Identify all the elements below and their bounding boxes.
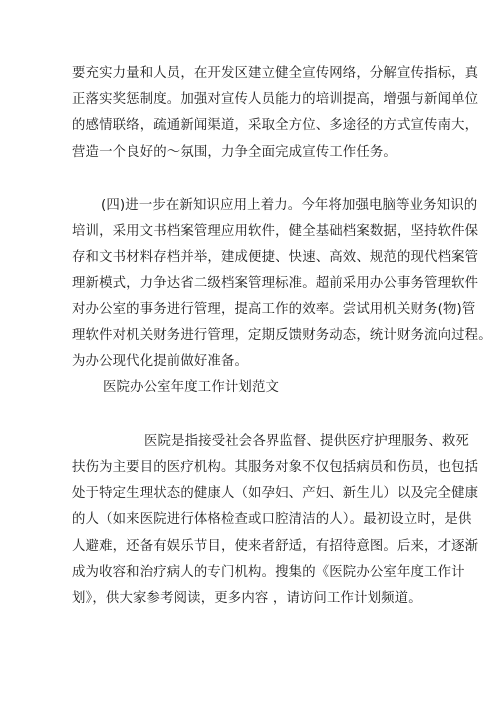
text-line: 的人（如来医院进行体格检查或口腔清洁的人）。最初设立时，是供 [72, 512, 472, 527]
text-line: 理软件对机关财务进行管理，定期反馈财务动态，统计财务流向过程。 [72, 328, 492, 343]
text-line: 人避难，还备有娱乐节目，使来者舒适，有招待意图。后来，才逐渐 [72, 539, 479, 554]
text-line: 医院是指接受社会各界监督、提供医疗护理服务、救死 [144, 434, 469, 449]
text-line: 为办公现代化提前做好准备。 [72, 354, 249, 369]
text-line: 培训，采用文书档案管理应用软件，健全基础档案数据，坚持软件保 [72, 224, 479, 239]
text-line: 理新模式，力争达省二级档案管理标准。超前采用办公事务管理软件 [72, 276, 479, 291]
text-line: 营造一个良好的～氛围，力争全面完成宣传工作任务。 [72, 145, 397, 160]
text-line: 处于特定生理状态的健康人（如孕妇、产妇、新生儿）以及完全健康 [72, 486, 479, 501]
text-line: 划》，供大家参考阅读，更多内容 ，请访问工作计划频道。 [72, 591, 422, 606]
text-line: (四)进一步在新知识应用上着力。今年将加强电脑等业务知识的 [101, 198, 478, 213]
text-line: 扶伤为主要目的医疗机构。其服务对象不仅包括病员和伤员，也包括 [72, 460, 479, 475]
section-heading: 医院办公室年度工作计划范文 [103, 380, 280, 395]
text-line: 成为收容和治疗病人的专门机构。搜集的《医院办公室年度工作计 [72, 565, 465, 580]
text-line: 存和文书材料存档并举，建成便捷、快速、高效、规范的现代档案管 [72, 250, 479, 265]
text-line: 的感情联络，疏通新闻渠道，采取全方位、多途径的方式宣传南大， [72, 118, 479, 133]
text-line: 对办公室的事务进行管理，提高工作的效率。尝试用机关财务(物)管 [72, 302, 476, 317]
text-line: 正落实奖惩制度。加强对宣传人员能力的培训提高，增强与新闻单位 [72, 92, 479, 107]
text-line: 要充实力量和人员，在开发区建立健全宣传网络，分解宣传指标，真 [72, 66, 479, 81]
